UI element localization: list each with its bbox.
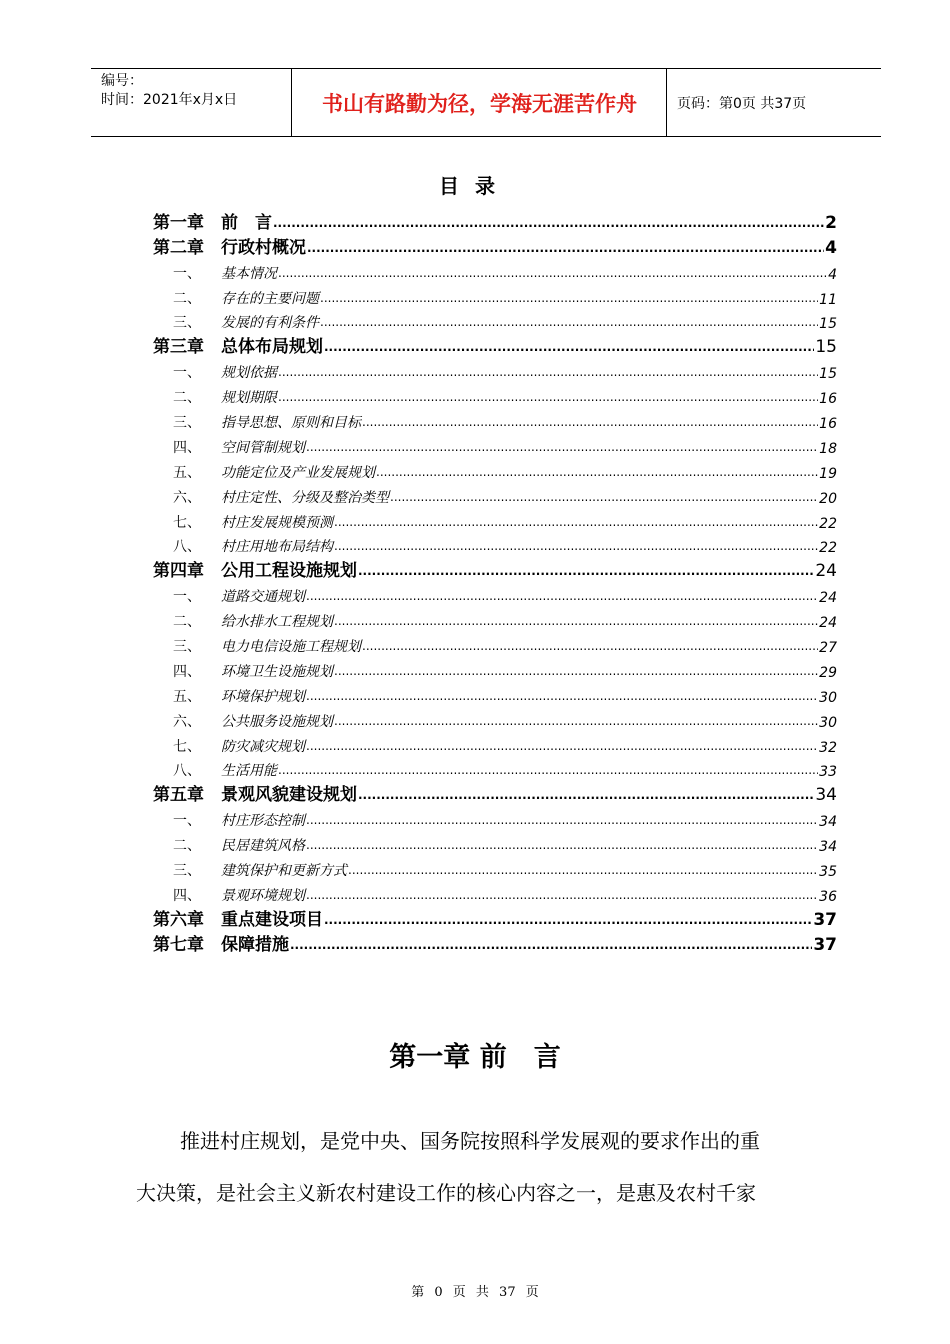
toc-entry-title: 环境卫生设施规划 xyxy=(221,663,333,680)
toc-entry-title: 指导思想、原则和目标 xyxy=(221,415,361,432)
toc-entry-number: 一、 xyxy=(173,589,201,606)
toc-entry-number: 三、 xyxy=(173,639,201,656)
toc-entry-page: 32 xyxy=(819,739,837,756)
toc-entry-page: 36 xyxy=(819,888,837,905)
toc-dot-leader xyxy=(358,789,814,801)
toc-entry-section[interactable] xyxy=(153,606,837,631)
toc-entry-page: 20 xyxy=(819,490,837,507)
toc-entry-page: 15 xyxy=(819,366,837,383)
toc-entry-title: 基本情况 xyxy=(221,265,277,282)
toc-dot-leader xyxy=(390,491,818,503)
number-label: 编号： xyxy=(101,73,143,89)
toc-dot-leader xyxy=(348,864,818,876)
toc-entry-number: 第二章 xyxy=(153,237,204,258)
toc-dot-leader xyxy=(334,615,818,627)
toc-dot-leader xyxy=(306,814,818,826)
header-motto: 书山有路勤为径，学海无涯苦作舟 xyxy=(293,69,667,136)
toc-entry-page: 24 xyxy=(819,590,837,607)
toc-entry-page: 34 xyxy=(819,814,837,831)
toc-dot-leader xyxy=(334,715,818,727)
chapter-heading: 第一章 前 言 xyxy=(389,1042,561,1073)
toc-entry-section[interactable] xyxy=(153,283,837,308)
toc-entry-title: 空间管制规划 xyxy=(221,439,305,456)
toc-entry-page: 24 xyxy=(819,615,837,632)
toc-entry-page: 15 xyxy=(815,337,837,358)
toc-entry-chapter[interactable] xyxy=(153,556,837,581)
toc-entry-page: 34 xyxy=(815,785,837,806)
toc-dot-leader xyxy=(334,540,818,552)
toc-dot-leader xyxy=(334,516,818,528)
header-page-code: 页码：第0页 共37页 xyxy=(677,95,807,112)
toc-entry-title: 重点建设项目 xyxy=(221,909,323,930)
toc-entry-section[interactable] xyxy=(153,706,837,731)
toc-entry-title: 村庄定性、分级及整治类型 xyxy=(221,489,389,506)
toc-entry-number: 八、 xyxy=(173,539,201,556)
toc-entry-page: 4 xyxy=(825,237,837,258)
toc-entry-number: 三、 xyxy=(173,315,201,332)
toc-entry-section[interactable] xyxy=(153,805,837,830)
toc-entry-section[interactable] xyxy=(153,382,837,407)
toc-entry-section[interactable] xyxy=(153,482,837,507)
toc-entry-title: 发展的有利条件 xyxy=(221,315,319,332)
toc-entry-number: 二、 xyxy=(173,838,201,855)
toc-entry-number: 四、 xyxy=(173,887,201,904)
document-header xyxy=(91,68,881,137)
toc-dot-leader xyxy=(320,292,818,304)
toc-entry-page: 16 xyxy=(819,416,837,433)
toc-entry-number: 四、 xyxy=(173,663,201,680)
toc-entry-number: 第六章 xyxy=(153,909,204,930)
toc-entry-number: 七、 xyxy=(173,738,201,755)
toc-entry-title: 道路交通规划 xyxy=(221,589,305,606)
toc-dot-leader xyxy=(362,640,818,652)
toc-entry-number: 二、 xyxy=(173,614,201,631)
toc-entry-number: 七、 xyxy=(173,514,201,531)
toc-dot-leader xyxy=(324,914,812,926)
toc-entry-page: 19 xyxy=(819,465,837,482)
toc-entry-section[interactable] xyxy=(153,656,837,681)
toc-entry-section[interactable] xyxy=(153,507,837,532)
toc-entry-number: 五、 xyxy=(173,464,201,481)
toc-dot-leader xyxy=(307,242,824,254)
toc-dot-leader xyxy=(306,690,818,702)
header-meta xyxy=(91,69,292,136)
toc-entry-number: 六、 xyxy=(173,489,201,506)
toc-entry-page: 16 xyxy=(819,391,837,408)
toc-entry-title: 环境保护规划 xyxy=(221,688,305,705)
table-of-contents xyxy=(153,208,837,955)
toc-entry-title: 行政村概况 xyxy=(221,237,306,258)
toc-dot-leader xyxy=(278,391,818,403)
time-label: 时间：2021年x月x日 xyxy=(101,92,238,108)
toc-entry-page: 37 xyxy=(813,934,837,955)
toc-entry-number: 二、 xyxy=(173,290,201,307)
toc-entry-chapter[interactable] xyxy=(153,332,837,357)
toc-entry-title: 村庄用地布局结构 xyxy=(221,539,333,556)
toc-entry-number: 四、 xyxy=(173,439,201,456)
toc-entry-title: 生活用能 xyxy=(221,763,277,780)
toc-dot-leader xyxy=(324,341,814,353)
toc-dot-leader xyxy=(358,565,814,577)
toc-entry-number: 三、 xyxy=(173,863,201,880)
toc-entry-number: 五、 xyxy=(173,688,201,705)
toc-entry-page: 35 xyxy=(819,864,837,881)
toc-entry-section[interactable] xyxy=(153,756,837,781)
toc-entry-section[interactable] xyxy=(153,357,837,382)
toc-dot-leader xyxy=(334,665,818,677)
toc-dot-leader xyxy=(362,416,818,428)
toc-entry-section[interactable] xyxy=(153,407,837,432)
toc-entry-number: 第一章 xyxy=(153,212,204,233)
toc-entry-number: 一、 xyxy=(173,265,201,282)
toc-entry-page: 33 xyxy=(819,764,837,781)
toc-dot-leader xyxy=(376,466,818,478)
toc-dot-leader xyxy=(320,316,818,328)
toc-entry-section[interactable] xyxy=(153,432,837,457)
toc-entry-page: 30 xyxy=(819,714,837,731)
toc-entry-title: 规划依据 xyxy=(221,365,277,382)
toc-title: 目录 xyxy=(439,174,511,198)
toc-entry-number: 一、 xyxy=(173,813,201,830)
toc-entry-title: 村庄形态控制 xyxy=(221,813,305,830)
body-paragraph-line-2: 大决策，是社会主义新农村建设工作的核心内容之一，是惠及农村千家 xyxy=(136,1181,756,1205)
toc-dot-leader xyxy=(278,366,818,378)
toc-entry-page: 4 xyxy=(828,266,837,283)
toc-dot-leader xyxy=(273,217,824,229)
toc-entry-number: 第五章 xyxy=(153,785,204,806)
toc-entry-title: 总体布局规划 xyxy=(221,337,323,358)
toc-entry-number: 二、 xyxy=(173,390,201,407)
toc-entry-title: 保障措施 xyxy=(221,934,289,955)
toc-entry-number: 三、 xyxy=(173,415,201,432)
toc-entry-title: 景观风貌建设规划 xyxy=(221,785,357,806)
toc-entry-section[interactable] xyxy=(153,731,837,756)
page-footer: 第 0 页 共 37 页 xyxy=(411,1285,539,1300)
toc-entry-title: 给水排水工程规划 xyxy=(221,614,333,631)
toc-entry-section[interactable] xyxy=(153,830,837,855)
toc-entry-number: 第四章 xyxy=(153,561,204,582)
toc-entry-number: 六、 xyxy=(173,713,201,730)
toc-entry-chapter[interactable] xyxy=(153,780,837,805)
toc-entry-title: 公用工程设施规划 xyxy=(221,561,357,582)
toc-dot-leader xyxy=(306,441,818,453)
toc-entry-page: 2 xyxy=(825,212,837,233)
toc-entry-page: 24 xyxy=(815,561,837,582)
toc-entry-title: 功能定位及产业发展规划 xyxy=(221,464,375,481)
toc-entry-chapter[interactable] xyxy=(153,233,837,258)
toc-entry-chapter[interactable] xyxy=(153,208,837,233)
toc-entry-page: 29 xyxy=(819,664,837,681)
toc-dot-leader xyxy=(306,740,818,752)
toc-entry-section[interactable] xyxy=(153,681,837,706)
toc-dot-leader xyxy=(278,764,818,776)
toc-entry-page: 27 xyxy=(819,640,837,657)
toc-entry-title: 公共服务设施规划 xyxy=(221,713,333,730)
toc-entry-title: 防灾减灾规划 xyxy=(221,738,305,755)
toc-entry-section[interactable] xyxy=(153,631,837,656)
toc-entry-section[interactable] xyxy=(153,880,837,905)
toc-entry-section[interactable] xyxy=(153,308,837,333)
toc-entry-section[interactable] xyxy=(153,855,837,880)
toc-entry-page: 30 xyxy=(819,689,837,706)
toc-entry-chapter[interactable] xyxy=(153,905,837,930)
toc-entry-chapter[interactable] xyxy=(153,930,837,955)
toc-entry-section[interactable] xyxy=(153,457,837,482)
toc-entry-number: 一、 xyxy=(173,365,201,382)
toc-entry-title: 建筑保护和更新方式 xyxy=(221,863,347,880)
toc-entry-title: 规划期限 xyxy=(221,390,277,407)
toc-entry-page: 11 xyxy=(819,291,837,308)
toc-entry-page: 22 xyxy=(819,540,837,557)
body-paragraph-line-1: 推进村庄规划，是党中央、国务院按照科学发展观的要求作出的重 xyxy=(180,1129,760,1153)
toc-dot-leader xyxy=(290,939,812,951)
toc-entry-title: 民居建筑风格 xyxy=(221,838,305,855)
toc-entry-number: 第七章 xyxy=(153,934,204,955)
toc-dot-leader xyxy=(306,889,818,901)
toc-entry-section[interactable] xyxy=(153,532,837,557)
toc-entry-page: 37 xyxy=(813,909,837,930)
toc-entry-number: 第三章 xyxy=(153,337,204,358)
toc-entry-number: 八、 xyxy=(173,763,201,780)
toc-entry-title: 景观环境规划 xyxy=(221,887,305,904)
toc-dot-leader xyxy=(278,267,827,279)
toc-entry-section[interactable] xyxy=(153,581,837,606)
toc-entry-title: 前 言 xyxy=(221,212,272,233)
toc-entry-page: 22 xyxy=(819,515,837,532)
toc-dot-leader xyxy=(306,590,818,602)
toc-entry-title: 村庄发展规模预测 xyxy=(221,514,333,531)
toc-dot-leader xyxy=(306,839,818,851)
toc-entry-title: 电力电信设施工程规划 xyxy=(221,639,361,656)
toc-entry-title: 存在的主要问题 xyxy=(221,290,319,307)
toc-entry-page: 18 xyxy=(819,440,837,457)
toc-entry-page: 15 xyxy=(819,316,837,333)
toc-entry-section[interactable] xyxy=(153,258,837,283)
toc-entry-page: 34 xyxy=(819,839,837,856)
